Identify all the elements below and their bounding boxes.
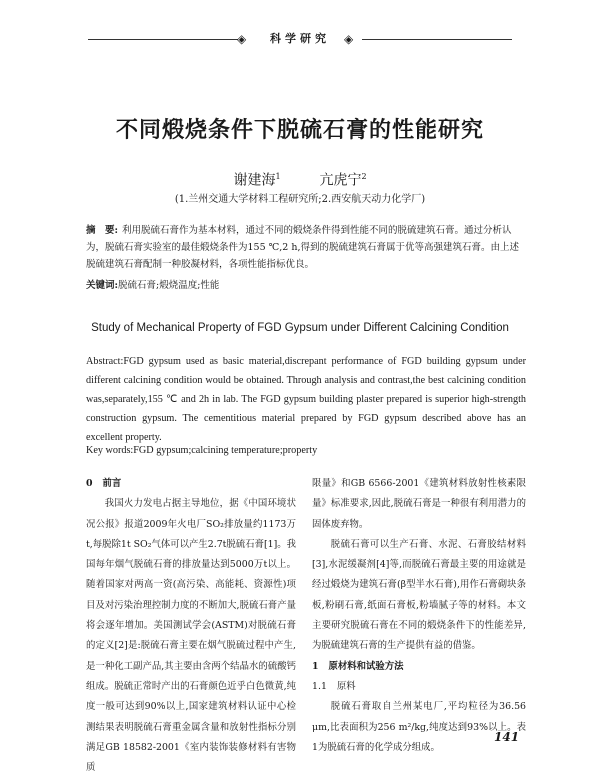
- section-number: 0: [86, 478, 93, 489]
- keywords-cn-text: 脱硫石膏;煅烧温度;性能: [118, 280, 220, 291]
- section-number: 1: [312, 660, 319, 672]
- header-column-name: 科学研究: [270, 32, 330, 45]
- english-title: Study of Mechanical Property of FGD Gypsum under Different Calcining Condition: [91, 322, 509, 334]
- subsection-title: 原料: [336, 680, 356, 692]
- subsection-heading-raw-materials: [312, 677, 526, 697]
- section-heading-materials: [312, 657, 526, 677]
- section-heading-introduction: [86, 474, 296, 494]
- running-header: [0, 30, 600, 50]
- keywords-english: [86, 444, 526, 458]
- keywords-en-text: FGD gypsum;calcining temperature;property: [133, 445, 318, 456]
- abstract-cn-text: 利用脱硫石膏作为基本材料，通过不同的煅烧条件得到性能不同的脱硫建筑石膏。通过分析认为，脱硫石膏实验室的最佳煅烧条件为155 ℃,2 h,得到的脱硫建筑石膏属于优等高强建筑石膏。由上述脱硫建筑石膏配制一种胶凝材料，各项性能指标优良。: [86, 225, 520, 270]
- header-rule-left: [88, 39, 238, 40]
- header-ornament-left-icon: ◈: [237, 32, 247, 46]
- subsection-number: 1.1: [312, 680, 327, 692]
- header-rule-right: [362, 39, 512, 40]
- author-affiliation-mark: 1: [275, 172, 281, 181]
- affiliation: (1.兰州交通大学材料工程研究所;2.西安航天动力化学厂): [174, 194, 426, 205]
- keywords-chinese: [86, 279, 526, 293]
- body-column-left: [86, 474, 296, 778]
- body-paragraph: 脱硫石膏可以生产石膏、水泥、石膏胶结材料[3],水泥缓凝剂[4]等,而脱硫石膏最主要的用途就是经过煅烧为建筑石膏(β型半水石膏),用作石膏砌块条板,粉刷石膏,纸面石膏板,粉墙腻子等的材料。本文主要研究脱硫石膏在不同的煅烧条件下的性能差异,为脱硫建筑石膏的生产提供有益的借鉴。: [312, 538, 526, 652]
- keywords-cn-label: 关键词:: [86, 280, 119, 291]
- paper-title: 不同煅烧条件下脱硫石膏的性能研究: [115, 117, 484, 143]
- body-paragraph: 脱硫石膏取自兰州某电厂,平均粒径为36.56 μm,比表面积为256 m²/kg,纯度达到93%以上。表1为脱硫石膏的化学成分组成。: [312, 701, 526, 753]
- author-name: 谢建海: [233, 172, 276, 189]
- abstract-en-label: Abstract:: [86, 356, 124, 367]
- author-affiliation-mark: 2: [361, 172, 367, 181]
- author-line: [0, 168, 600, 190]
- keywords-en-label: Key words:: [86, 445, 134, 456]
- body-paragraph-continued: 限量》和GB 6566-2001《建筑材料放射性核素限量》标准要求,因此,脱硫石膏是一种很有利用潜力的固体废弃物。: [312, 478, 526, 530]
- body-column-right: [312, 474, 526, 758]
- abstract-cn-label: 摘 要:: [86, 225, 119, 236]
- author-name: 亢虎宁: [319, 172, 362, 189]
- header-ornament-right-icon: ◈: [344, 32, 354, 46]
- abstract-en-text: FGD gypsum used as basic material,discrepant performance of FGD building gypsum under different calcining condition would be obtained. Through analysis and contrast,the best calcining condition was,separately,155 ℃ and 2h in lab. The FGD gypsum building plaster prepared is superior high-strength construction gypsum. The cementitious material prepared by FGD gypsum described above has an excellent property.: [86, 356, 526, 443]
- section-title: 原材料和试验方法: [328, 660, 404, 672]
- abstract-english: [86, 352, 526, 447]
- abstract-chinese: [86, 222, 526, 273]
- page-number: 141: [494, 730, 520, 744]
- section-title: 前言: [102, 478, 122, 489]
- body-paragraph: 我国火力发电占据主导地位，据《中国环境状况公报》报道2009年火电厂SO₂排放量约1173万t,每脱除1t SO₂气体可以产生2.7t脱硫石膏[1]。我国每年烟气脱硫石膏的排放量达到5000万t以上。随着国家对两高一资(高污染、高能耗、资源性)项目及对污染治理控制力度的不断加大,脱硫石膏产量将会逐年增加。美国测试学会(ASTM)对脱硫石膏的定义[2]是:脱硫石膏主要在烟气脱硫过程中产生,是一种化工副产品,其主要由含两个结晶水的硫酸钙组成。脱硫正常时产出的石膏颜色近乎白色微黄,纯度一般可达到90%以上,国家建筑材料认证中心检测结果表明脱硫石膏重金属含量和放射性指标分别满足GB 18582-2001《室内装饰装修材料有害物质: [86, 498, 296, 774]
